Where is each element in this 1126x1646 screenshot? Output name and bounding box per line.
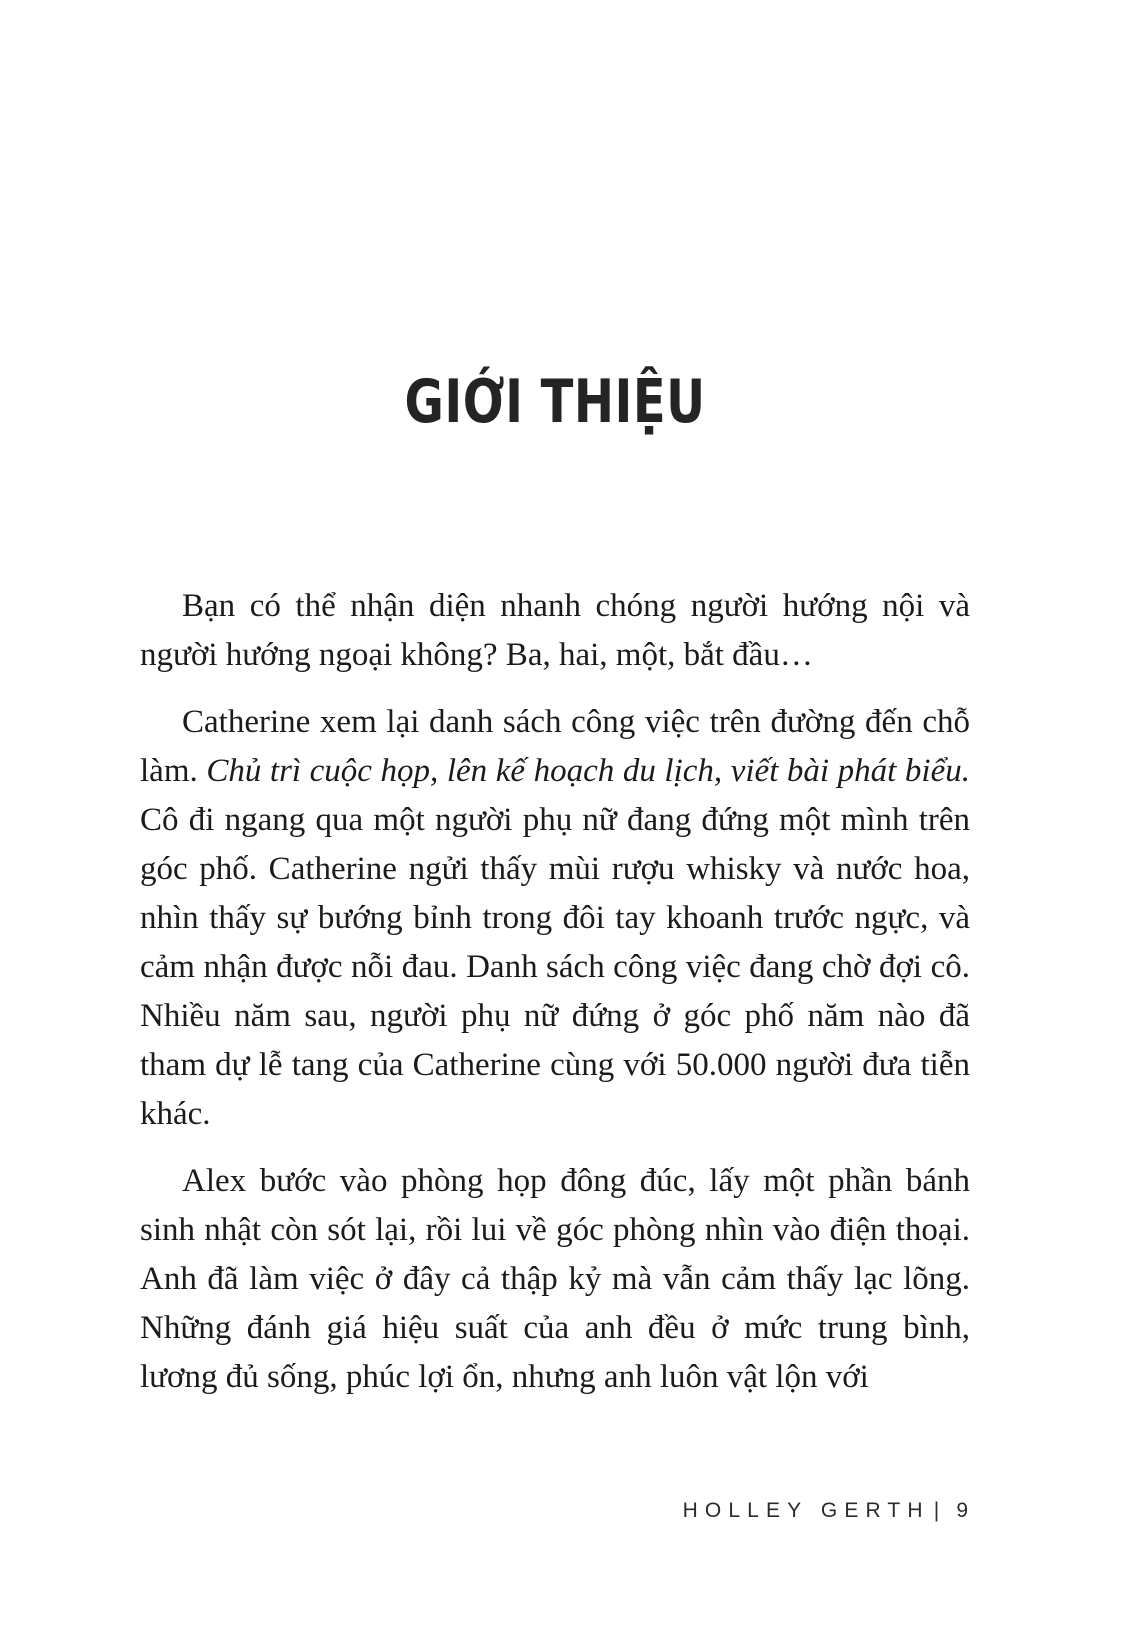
text-run: Alex bước vào phòng họp đông đúc, lấy một phần bánh sinh nhật còn sót lại, rồi lui về góc phòng nhìn vào điện thoại. Anh đã làm việc ở đây cả thập kỷ mà vẫn cảm thấy lạc lõng. Những đánh giá hiệu suất của anh đều ở mức trung bình, lương đủ sống, phúc lợi ổn, nhưng anh luôn vật lộn với xyxy=(140,1163,970,1395)
body-text xyxy=(140,582,970,1402)
chapter-title: GIỚI THIỆU xyxy=(404,367,706,437)
footer-separator: | xyxy=(933,1499,947,1522)
paragraph xyxy=(140,1157,970,1402)
page-footer xyxy=(683,1498,968,1523)
paragraph xyxy=(140,698,970,1139)
italic-text-run: Chủ trì cuộc họp, lên kế hoạch du lịch, viết bài phát biểu. xyxy=(206,753,970,789)
paragraph xyxy=(140,582,970,680)
text-run: Bạn có thể nhận diện nhanh chóng người hướng nội và người hướng ngoại không? Ba, hai, một, bắt đầu… xyxy=(140,588,970,673)
page-number: 9 xyxy=(956,1499,968,1522)
text-run: Cô đi ngang qua một người phụ nữ đang đứng một mình trên góc phố. Catherine ngửi thấy mùi rượu whisky và nước hoa, nhìn thấy sự bướng bỉnh trong đôi tay khoanh trước ngực, và cảm nhận được nỗi đau. Danh sách công việc đang chờ đợi cô. Nhiều năm sau, người phụ nữ đứng ở góc phố năm nào đã tham dự lễ tang của Catherine cùng với 50.000 người đưa tiễn khác. xyxy=(140,802,970,1132)
running-head-author: HOLLEY GERTH xyxy=(682,1499,930,1522)
text-run: Catherine xem lại danh sách công việc trên đường đến chỗ làm. xyxy=(140,704,970,789)
